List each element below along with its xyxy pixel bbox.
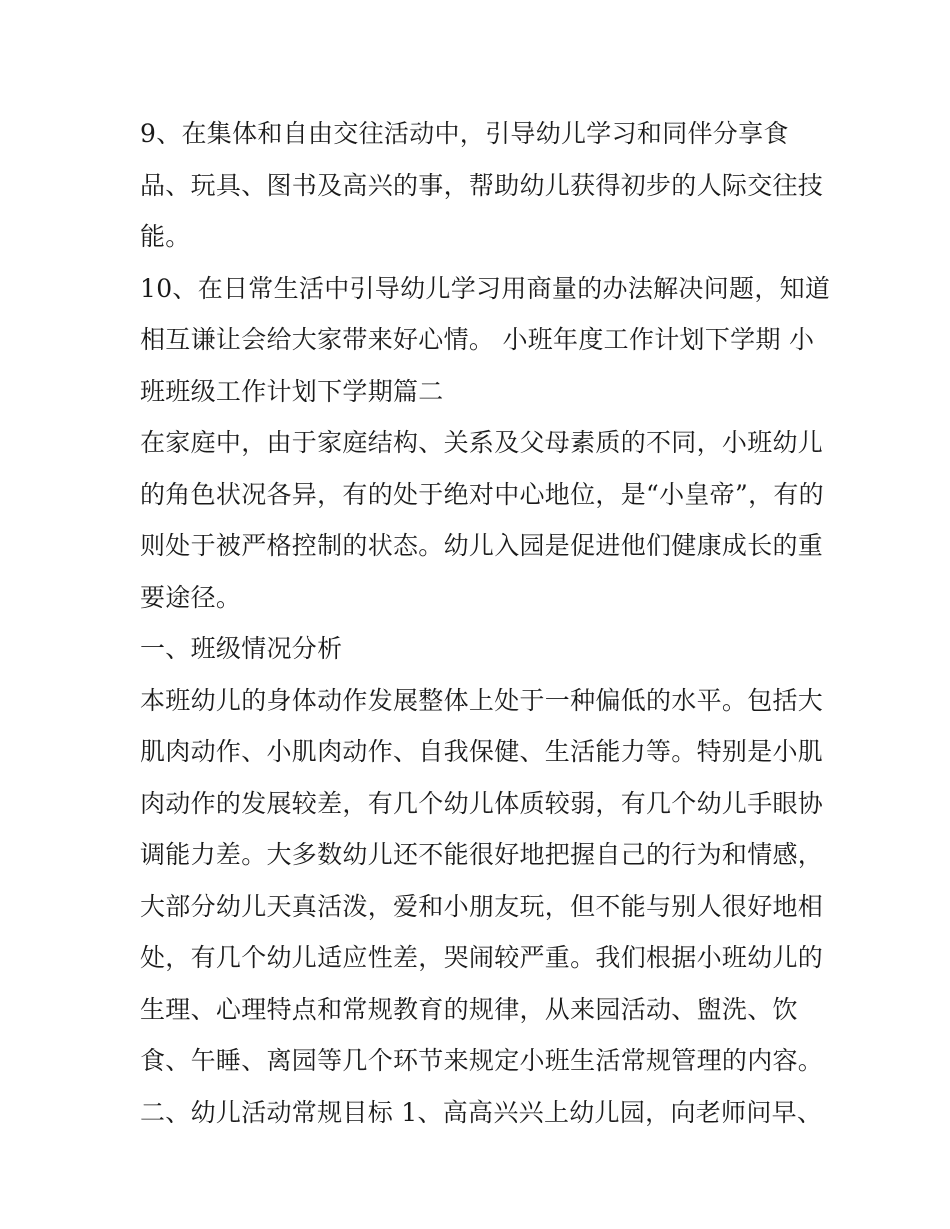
- text-line: 处，有几个幼儿适应性差，哭闹较严重。我们根据小班幼儿的: [140, 943, 824, 972]
- text-line: 品、玩具、图书及高兴的事，帮助幼儿获得初步的人际交往技: [140, 170, 824, 200]
- text-line: 要途径。: [140, 582, 242, 612]
- text-line: 10、在日常生活中引导幼儿学习用商量的办法解决问题，知道: [140, 273, 831, 303]
- text-line: 食、午睡、离园等几个环节来规定小班生活常规管理的内容。: [140, 1046, 824, 1075]
- section-heading: 一、班级情况分析: [140, 634, 343, 663]
- text-line: 9、在集体和自由交往活动中，引导幼儿学习和同伴分享食: [140, 119, 789, 148]
- text-line: 班班级工作计划下学期篇二: [140, 376, 444, 406]
- text-line: 相互谦让会给大家带来好心情。 小班年度工作计划下学期 小: [140, 325, 815, 354]
- text-line: 则处于被严格控制的状态。幼儿入园是促进他们健康成长的重: [140, 531, 824, 560]
- document-body: [140, 108, 831, 1138]
- text-line: 生理、心理特点和常规教育的规律，从来园活动、盥洗、饮: [140, 994, 798, 1024]
- text-line: 肌肉动作、小肌肉动作、自我保健、生活能力等。特别是小肌: [140, 737, 824, 766]
- text-line: 本班幼儿的身体动作发展整体上处于一种偏低的水平。包括大: [140, 685, 824, 715]
- text-line: 调能力差。大多数幼儿还不能很好地把握自己的行为和情感，: [140, 840, 824, 869]
- text-line: 的角色状况各异，有的处于绝对中心地位，是“小皇帝”，有的: [140, 479, 824, 509]
- text-line: 肉动作的发展较差，有几个幼儿体质较弱，有几个幼儿手眼协: [140, 788, 824, 818]
- text-line: 能。: [140, 222, 191, 251]
- text-line: 大部分幼儿天真活泼，爱和小朋友玩，但不能与别人很好地相: [140, 891, 824, 921]
- text-line: 二、幼儿活动常规目标 1、高高兴兴上幼儿园，向老师问早、: [140, 1097, 823, 1127]
- text-line: 在家庭中，由于家庭结构、关系及父母素质的不同，小班幼儿: [140, 428, 824, 457]
